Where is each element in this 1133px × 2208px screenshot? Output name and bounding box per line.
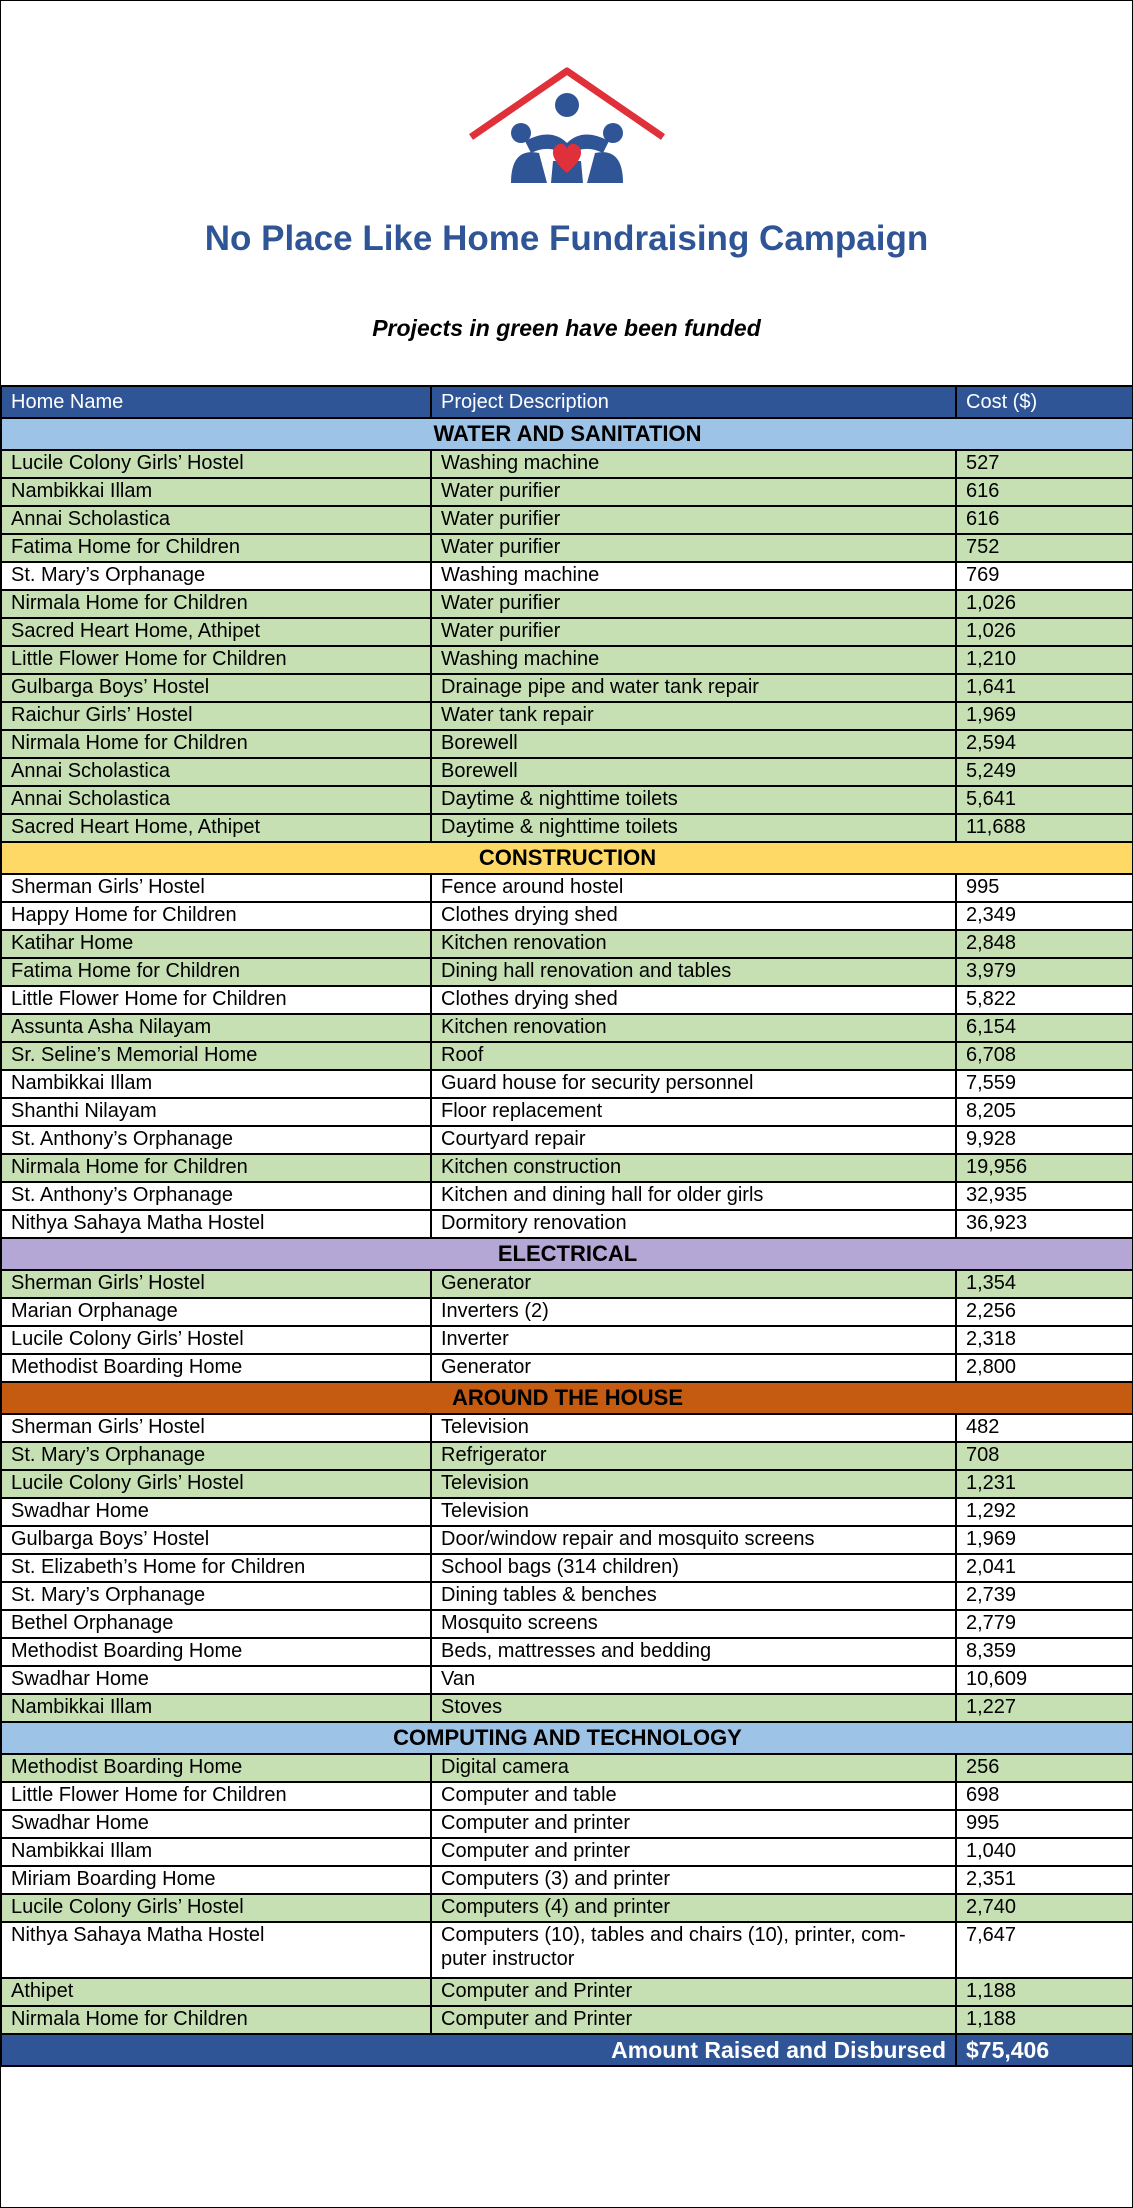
total-row <box>1 2034 1133 2066</box>
cost-cell: 2,848 <box>956 930 1133 958</box>
project-description-cell: Kitchen renovation <box>431 930 956 958</box>
table-row <box>1 1014 1133 1042</box>
project-description-cell: Television <box>431 1414 956 1442</box>
cost-cell: 1,641 <box>956 674 1133 702</box>
home-name-cell: Swadhar Home <box>1 1810 431 1838</box>
page-title: No Place Like Home Fundraising Campaign <box>204 219 929 258</box>
home-name-cell: Swadhar Home <box>1 1498 431 1526</box>
project-description-cell: Courtyard repair <box>431 1126 956 1154</box>
table-row <box>1 986 1133 1014</box>
project-description-cell: Drainage pipe and water tank repair <box>431 674 956 702</box>
table-row <box>1 1414 1133 1442</box>
cost-cell: 1,026 <box>956 590 1133 618</box>
cost-cell: 616 <box>956 506 1133 534</box>
home-name-cell: Nirmala Home for Children <box>1 2006 431 2034</box>
home-name-cell: Bethel Orphanage <box>1 1610 431 1638</box>
table-row <box>1 1270 1133 1298</box>
home-name-cell: Methodist Boarding Home <box>1 1638 431 1666</box>
table-row <box>1 1782 1133 1810</box>
cost-cell: 1,210 <box>956 646 1133 674</box>
home-name-cell: Miriam Boarding Home <box>1 1866 431 1894</box>
project-description-cell: Kitchen construction <box>431 1154 956 1182</box>
project-description-cell: Digital camera <box>431 1754 956 1782</box>
table-row <box>1 730 1133 758</box>
home-name-cell: Shanthi Nilayam <box>1 1098 431 1126</box>
cost-cell: 1,969 <box>956 702 1133 730</box>
home-name-cell: St. Anthony’s Orphanage <box>1 1126 431 1154</box>
project-description-cell: Daytime & nighttime toilets <box>431 814 956 842</box>
cost-cell: 36,923 <box>956 1210 1133 1238</box>
table-row <box>1 590 1133 618</box>
table-row <box>1 1154 1133 1182</box>
table-row <box>1 1666 1133 1694</box>
table-row <box>1 1098 1133 1126</box>
project-description-cell: Clothes drying shed <box>431 902 956 930</box>
project-description-cell: Door/window repair and mosquito screens <box>431 1526 956 1554</box>
cost-cell: 2,349 <box>956 902 1133 930</box>
section-header-row <box>1 1382 1133 1414</box>
project-description-cell: Water purifier <box>431 618 956 646</box>
project-description-cell: Daytime & nighttime toilets <box>431 786 956 814</box>
cost-cell: 1,292 <box>956 1498 1133 1526</box>
table-body <box>1 418 1133 2066</box>
project-description-cell: Dining hall renovation and tables <box>431 958 956 986</box>
cost-cell: 256 <box>956 1754 1133 1782</box>
project-description-cell: Van <box>431 1666 956 1694</box>
table-row <box>1 450 1133 478</box>
project-description-cell: Refrigerator <box>431 1442 956 1470</box>
table-row <box>1 1210 1133 1238</box>
home-name-cell: Assunta Asha Nilayam <box>1 1014 431 1042</box>
table-row <box>1 674 1133 702</box>
table-row <box>1 902 1133 930</box>
home-name-cell: Athipet <box>1 1978 431 2006</box>
project-description-cell: School bags (314 children) <box>431 1554 956 1582</box>
section-title: WATER AND SANITATION <box>1 418 1133 450</box>
cost-cell: 1,227 <box>956 1694 1133 1722</box>
total-value: $75,406 <box>956 2034 1133 2066</box>
home-name-cell: Marian Orphanage <box>1 1298 431 1326</box>
home-name-cell: Nirmala Home for Children <box>1 1154 431 1182</box>
cost-cell: 5,249 <box>956 758 1133 786</box>
home-name-cell: Methodist Boarding Home <box>1 1354 431 1382</box>
table-row <box>1 478 1133 506</box>
cost-cell: 2,256 <box>956 1298 1133 1326</box>
cost-cell: 2,318 <box>956 1326 1133 1354</box>
cost-cell: 2,740 <box>956 1894 1133 1922</box>
cost-cell: 1,969 <box>956 1526 1133 1554</box>
cost-cell: 7,559 <box>956 1070 1133 1098</box>
cost-cell: 616 <box>956 478 1133 506</box>
cost-cell: 9,928 <box>956 1126 1133 1154</box>
cost-cell: 6,154 <box>956 1014 1133 1042</box>
table-row <box>1 1866 1133 1894</box>
cost-cell: 19,956 <box>956 1154 1133 1182</box>
project-description-cell: Water purifier <box>431 590 956 618</box>
cost-cell: 1,231 <box>956 1470 1133 1498</box>
table-row <box>1 1470 1133 1498</box>
cost-cell: 5,641 <box>956 786 1133 814</box>
table-row <box>1 1922 1133 1978</box>
home-name-cell: Nirmala Home for Children <box>1 590 431 618</box>
home-name-cell: Lucile Colony Girls’ Hostel <box>1 450 431 478</box>
cost-cell: 1,040 <box>956 1838 1133 1866</box>
home-name-cell: Annai Scholastica <box>1 506 431 534</box>
home-name-cell: Sr. Seline’s Memorial Home <box>1 1042 431 1070</box>
table-row <box>1 1582 1133 1610</box>
project-description-cell: Washing machine <box>431 450 956 478</box>
table-row <box>1 1354 1133 1382</box>
project-description-cell: Water tank repair <box>431 702 956 730</box>
table-row <box>1 534 1133 562</box>
table-row <box>1 958 1133 986</box>
column-header-home: Home Name <box>1 386 431 418</box>
project-description-cell: Computer and table <box>431 1782 956 1810</box>
home-name-cell: Annai Scholastica <box>1 758 431 786</box>
table-row <box>1 758 1133 786</box>
table-row <box>1 618 1133 646</box>
home-name-cell: Fatima Home for Children <box>1 958 431 986</box>
home-name-cell: Gulbarga Boys’ Hostel <box>1 1526 431 1554</box>
cost-cell: 2,739 <box>956 1582 1133 1610</box>
home-name-cell: Little Flower Home for Children <box>1 1782 431 1810</box>
cost-cell: 2,351 <box>956 1866 1133 1894</box>
section-header-row <box>1 1238 1133 1270</box>
table-row <box>1 1526 1133 1554</box>
cost-cell: 3,979 <box>956 958 1133 986</box>
cost-cell: 995 <box>956 1810 1133 1838</box>
table-row <box>1 1042 1133 1070</box>
home-name-cell: Little Flower Home for Children <box>1 646 431 674</box>
cost-cell: 2,800 <box>956 1354 1133 1382</box>
project-description-cell: Fence around hostel <box>431 874 956 902</box>
project-description-cell: Computer and printer <box>431 1810 956 1838</box>
cost-cell: 1,026 <box>956 618 1133 646</box>
table-row <box>1 1754 1133 1782</box>
home-name-cell: Gulbarga Boys’ Hostel <box>1 674 431 702</box>
table-row <box>1 1978 1133 2006</box>
cost-cell: 769 <box>956 562 1133 590</box>
home-logo-icon <box>467 65 667 185</box>
table-row <box>1 1126 1133 1154</box>
project-description-cell: Computer and Printer <box>431 1978 956 2006</box>
home-name-cell: Sherman Girls’ Hostel <box>1 874 431 902</box>
home-name-cell: Nithya Sahaya Matha Hostel <box>1 1922 431 1978</box>
cost-cell: 10,609 <box>956 1666 1133 1694</box>
home-name-cell: Raichur Girls’ Hostel <box>1 702 431 730</box>
project-description-cell: Dormitory renovation <box>431 1210 956 1238</box>
table-row <box>1 1498 1133 1526</box>
table-row <box>1 1182 1133 1210</box>
home-name-cell: Nambikkai Illam <box>1 1838 431 1866</box>
table-row <box>1 1442 1133 1470</box>
table-row <box>1 1638 1133 1666</box>
home-name-cell: Sherman Girls’ Hostel <box>1 1414 431 1442</box>
home-name-cell: Methodist Boarding Home <box>1 1754 431 1782</box>
project-description-cell: Computers (4) and printer <box>431 1894 956 1922</box>
home-name-cell: Nambikkai Illam <box>1 1070 431 1098</box>
home-name-cell: Annai Scholastica <box>1 786 431 814</box>
cost-cell: 8,359 <box>956 1638 1133 1666</box>
table-row <box>1 1694 1133 1722</box>
project-description-cell: Computer and Printer <box>431 2006 956 2034</box>
home-name-cell: St. Elizabeth’s Home for Children <box>1 1554 431 1582</box>
table-row <box>1 1838 1133 1866</box>
table-row <box>1 1070 1133 1098</box>
home-name-cell: St. Mary’s Orphanage <box>1 562 431 590</box>
project-description-cell: Dining tables & benches <box>431 1582 956 1610</box>
home-name-cell: Lucile Colony Girls’ Hostel <box>1 1894 431 1922</box>
cost-cell: 995 <box>956 874 1133 902</box>
section-title: CONSTRUCTION <box>1 842 1133 874</box>
section-header-row <box>1 418 1133 450</box>
cost-cell: 2,594 <box>956 730 1133 758</box>
table-row <box>1 562 1133 590</box>
table-row <box>1 930 1133 958</box>
total-label: Amount Raised and Disbursed <box>1 2034 956 2066</box>
table-row <box>1 786 1133 814</box>
section-title: AROUND THE HOUSE <box>1 1382 1133 1414</box>
header <box>1 1 1132 385</box>
section-title: COMPUTING AND TECHNOLOGY <box>1 1722 1133 1754</box>
column-header-description: Project Description <box>431 386 956 418</box>
cost-cell: 7,647 <box>956 1922 1133 1978</box>
home-name-cell: Nirmala Home for Children <box>1 730 431 758</box>
table-row <box>1 506 1133 534</box>
cost-cell: 708 <box>956 1442 1133 1470</box>
cost-cell: 698 <box>956 1782 1133 1810</box>
table-row <box>1 814 1133 842</box>
cost-cell: 32,935 <box>956 1182 1133 1210</box>
home-name-cell: Nambikkai Illam <box>1 1694 431 1722</box>
project-description-cell: Water purifier <box>431 478 956 506</box>
cost-cell: 527 <box>956 450 1133 478</box>
table-row <box>1 1610 1133 1638</box>
section-title: ELECTRICAL <box>1 1238 1133 1270</box>
home-name-cell: Nithya Sahaya Matha Hostel <box>1 1210 431 1238</box>
project-description-cell: Stoves <box>431 1694 956 1722</box>
project-description-cell: Computers (3) and printer <box>431 1866 956 1894</box>
cost-cell: 5,822 <box>956 986 1133 1014</box>
home-name-cell: Fatima Home for Children <box>1 534 431 562</box>
table-row <box>1 646 1133 674</box>
table-header-row <box>1 386 1133 418</box>
home-name-cell: St. Mary’s Orphanage <box>1 1582 431 1610</box>
project-description-cell: Floor replacement <box>431 1098 956 1126</box>
project-description-cell: Kitchen and dining hall for older girls <box>431 1182 956 1210</box>
project-description-cell: Kitchen renovation <box>431 1014 956 1042</box>
project-description-cell: Generator <box>431 1354 956 1382</box>
project-description-cell: Water purifier <box>431 534 956 562</box>
home-name-cell: Little Flower Home for Children <box>1 986 431 1014</box>
cost-cell: 1,188 <box>956 1978 1133 2006</box>
column-header-cost: Cost ($) <box>956 386 1133 418</box>
home-name-cell: Happy Home for Children <box>1 902 431 930</box>
cost-cell: 11,688 <box>956 814 1133 842</box>
cost-cell: 8,205 <box>956 1098 1133 1126</box>
table-row <box>1 702 1133 730</box>
page-subtitle: Projects in green have been funded <box>372 315 761 341</box>
project-description-cell: Generator <box>431 1270 956 1298</box>
project-description-cell: Borewell <box>431 730 956 758</box>
table-row <box>1 1894 1133 1922</box>
project-description-cell: Clothes drying shed <box>431 986 956 1014</box>
project-description-cell: Washing machine <box>431 562 956 590</box>
table-row <box>1 2006 1133 2034</box>
home-name-cell: Katihar Home <box>1 930 431 958</box>
projects-table <box>0 385 1133 2067</box>
home-name-cell: Sacred Heart Home, Athipet <box>1 814 431 842</box>
table-row <box>1 1810 1133 1838</box>
home-name-cell: Lucile Colony Girls’ Hostel <box>1 1470 431 1498</box>
project-description-cell: Beds, mattresses and bedding <box>431 1638 956 1666</box>
cost-cell: 1,354 <box>956 1270 1133 1298</box>
table-row <box>1 1298 1133 1326</box>
cost-cell: 1,188 <box>956 2006 1133 2034</box>
project-description-cell: Computers (10), tables and chairs (10), printer, com-puter instructor <box>431 1922 956 1978</box>
project-description-cell: Inverter <box>431 1326 956 1354</box>
cost-cell: 2,779 <box>956 1610 1133 1638</box>
project-description-cell: Borewell <box>431 758 956 786</box>
project-description-cell: Roof <box>431 1042 956 1070</box>
home-name-cell: Nambikkai Illam <box>1 478 431 506</box>
table-row <box>1 874 1133 902</box>
cost-cell: 6,708 <box>956 1042 1133 1070</box>
project-description-cell: Water purifier <box>431 506 956 534</box>
section-header-row <box>1 842 1133 874</box>
cost-cell: 752 <box>956 534 1133 562</box>
project-description-cell: Guard house for security personnel <box>431 1070 956 1098</box>
cost-cell: 2,041 <box>956 1554 1133 1582</box>
project-description-cell: Television <box>431 1470 956 1498</box>
project-description-cell: Washing machine <box>431 646 956 674</box>
home-name-cell: St. Mary’s Orphanage <box>1 1442 431 1470</box>
table-row <box>1 1554 1133 1582</box>
home-name-cell: Sacred Heart Home, Athipet <box>1 618 431 646</box>
project-description-cell: Inverters (2) <box>431 1298 956 1326</box>
home-name-cell: St. Anthony’s Orphanage <box>1 1182 431 1210</box>
home-name-cell: Swadhar Home <box>1 1666 431 1694</box>
cost-cell: 482 <box>956 1414 1133 1442</box>
project-description-cell: Mosquito screens <box>431 1610 956 1638</box>
project-description-cell: Computer and printer <box>431 1838 956 1866</box>
table-row <box>1 1326 1133 1354</box>
project-description-cell: Television <box>431 1498 956 1526</box>
home-name-cell: Sherman Girls’ Hostel <box>1 1270 431 1298</box>
section-header-row <box>1 1722 1133 1754</box>
home-name-cell: Lucile Colony Girls’ Hostel <box>1 1326 431 1354</box>
